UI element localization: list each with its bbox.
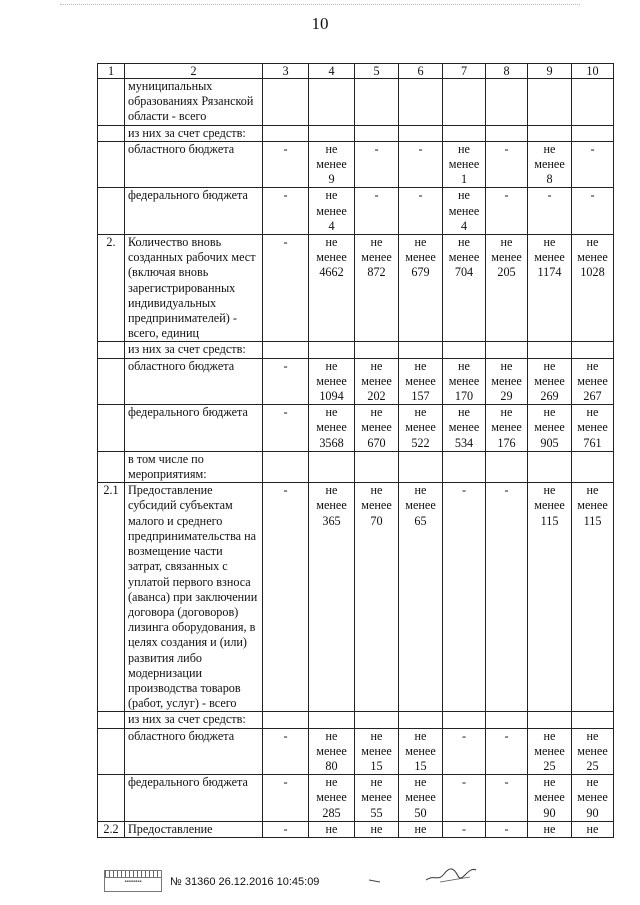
indicator-description-cell: Количество вновь созданных рабочих мест (включая вновь зарегистрированных индивидуальных предпринимателей) - всего, единиц	[125, 235, 263, 342]
column-number-cell: 1	[98, 64, 125, 79]
item-number-cell	[98, 188, 125, 235]
value-cell	[309, 712, 355, 728]
value-cell: не менее 55	[355, 775, 399, 822]
value-cell: -	[263, 405, 309, 452]
value-cell	[572, 712, 614, 728]
value-cell	[486, 712, 528, 728]
value-cell: -	[399, 188, 443, 235]
item-number-cell	[98, 405, 125, 452]
item-number-cell: 2.2	[98, 821, 125, 837]
value-cell: -	[263, 141, 309, 188]
value-cell: не менее 80	[309, 728, 355, 775]
indicator-description-cell: из них за счет средств:	[125, 125, 263, 141]
table-row	[98, 235, 614, 342]
value-cell	[486, 451, 528, 482]
value-cell: не менее 1	[443, 141, 486, 188]
column-number-cell: 3	[263, 64, 309, 79]
value-cell: -	[263, 728, 309, 775]
value-cell: не менее 25	[572, 728, 614, 775]
value-cell	[572, 451, 614, 482]
value-cell: -	[486, 775, 528, 822]
page-top-dotted-line	[60, 4, 580, 5]
value-cell: не менее 269	[528, 358, 572, 405]
value-cell: -	[486, 141, 528, 188]
value-cell: не менее 205	[486, 235, 528, 342]
table-row	[98, 79, 614, 126]
column-number-cell: 10	[572, 64, 614, 79]
value-cell: не менее 8	[528, 141, 572, 188]
table-row	[98, 342, 614, 358]
value-cell: не менее 29	[486, 358, 528, 405]
page-number: 10	[311, 14, 329, 33]
value-cell: не менее 761	[572, 405, 614, 452]
item-number-cell	[98, 451, 125, 482]
value-cell: не менее 1094	[309, 358, 355, 405]
column-number-cell: 8	[486, 64, 528, 79]
column-number-cell: 4	[309, 64, 355, 79]
value-cell: -	[263, 358, 309, 405]
item-number-cell	[98, 141, 125, 188]
value-cell	[263, 79, 309, 126]
value-cell	[263, 451, 309, 482]
value-cell	[309, 125, 355, 141]
value-cell: не менее 679	[399, 235, 443, 342]
value-cell	[309, 79, 355, 126]
value-cell: не менее 90	[572, 775, 614, 822]
value-cell: не менее 267	[572, 358, 614, 405]
value-cell: -	[486, 483, 528, 712]
value-cell: не менее 4	[443, 188, 486, 235]
value-cell	[443, 79, 486, 126]
value-cell: -	[486, 188, 528, 235]
value-cell: -	[528, 188, 572, 235]
value-cell	[355, 79, 399, 126]
value-cell	[486, 342, 528, 358]
table-row	[98, 483, 614, 712]
value-cell: не менее 115	[572, 483, 614, 712]
value-cell	[355, 125, 399, 141]
value-cell: -	[263, 775, 309, 822]
value-cell	[309, 342, 355, 358]
column-number-cell: 2	[125, 64, 263, 79]
value-cell: не менее 670	[355, 405, 399, 452]
value-cell: не менее 872	[355, 235, 399, 342]
item-number-cell	[98, 728, 125, 775]
value-cell	[399, 712, 443, 728]
table-row	[98, 712, 614, 728]
value-cell: не	[355, 821, 399, 837]
value-cell: -	[443, 821, 486, 837]
page-footer	[0, 860, 640, 905]
table-row	[98, 188, 614, 235]
value-cell: не менее 4	[309, 188, 355, 235]
value-cell	[528, 342, 572, 358]
value-cell	[443, 712, 486, 728]
value-cell: не менее 285	[309, 775, 355, 822]
value-cell: -	[443, 483, 486, 712]
value-cell: не менее 905	[528, 405, 572, 452]
value-cell: не менее 70	[355, 483, 399, 712]
value-cell	[572, 125, 614, 141]
value-cell	[486, 79, 528, 126]
registry-stamp-image: ▪▪▪▪▪▪▪▪	[104, 870, 162, 892]
table-row	[98, 821, 614, 837]
value-cell: -	[572, 141, 614, 188]
value-cell: не менее 90	[528, 775, 572, 822]
value-cell: не	[572, 821, 614, 837]
indicator-description-cell: в том числе по мероприятиям:	[125, 451, 263, 482]
value-cell: не менее 65	[399, 483, 443, 712]
value-cell	[528, 79, 572, 126]
value-cell: -	[486, 821, 528, 837]
signature-image	[420, 860, 490, 886]
table-row	[98, 405, 614, 452]
value-cell	[355, 342, 399, 358]
indicator-description-cell: Предоставление	[125, 821, 263, 837]
value-cell: не менее 25	[528, 728, 572, 775]
indicator-description-cell: федерального бюджета	[125, 405, 263, 452]
value-cell	[443, 342, 486, 358]
value-cell: не менее 365	[309, 483, 355, 712]
value-cell	[443, 125, 486, 141]
value-cell: не менее 522	[399, 405, 443, 452]
value-cell: не менее 157	[399, 358, 443, 405]
indicator-description-cell: областного бюджета	[125, 141, 263, 188]
value-cell	[355, 451, 399, 482]
value-cell: не менее 1028	[572, 235, 614, 342]
item-number-cell	[98, 775, 125, 822]
value-cell	[528, 125, 572, 141]
value-cell: не	[399, 821, 443, 837]
column-number-cell: 5	[355, 64, 399, 79]
value-cell: не менее 534	[443, 405, 486, 452]
value-cell	[528, 451, 572, 482]
table-row	[98, 125, 614, 141]
column-number-cell: 6	[399, 64, 443, 79]
value-cell	[263, 712, 309, 728]
value-cell	[263, 125, 309, 141]
value-cell: не менее 176	[486, 405, 528, 452]
value-cell: не менее 115	[528, 483, 572, 712]
value-cell	[399, 79, 443, 126]
column-number-cell: 9	[528, 64, 572, 79]
value-cell: -	[263, 235, 309, 342]
column-number-cell: 7	[443, 64, 486, 79]
value-cell	[263, 342, 309, 358]
value-cell: не менее 170	[443, 358, 486, 405]
indicator-description-cell: федерального бюджета	[125, 775, 263, 822]
table-row	[98, 358, 614, 405]
indicator-description-cell: Предоставление субсидий субъектам малого и среднего предпринимательства на возмещение части затрат, связанных с уплатой первого взноса (аванса) при заключении договора (договоров) лизинга оборудования, в целях создания и (или) развития либо модернизации производства товаров (работ, услуг) - всего	[125, 483, 263, 712]
value-cell: не менее 9	[309, 141, 355, 188]
value-cell: не менее 15	[355, 728, 399, 775]
item-number-cell	[98, 342, 125, 358]
item-number-cell	[98, 125, 125, 141]
value-cell	[399, 125, 443, 141]
indicator-description-cell: областного бюджета	[125, 358, 263, 405]
value-cell	[399, 451, 443, 482]
item-number-cell: 2.	[98, 235, 125, 342]
item-number-cell	[98, 712, 125, 728]
value-cell: не	[528, 821, 572, 837]
value-cell: -	[443, 728, 486, 775]
registration-line: № 31360 26.12.2016 10:45:09	[170, 876, 320, 888]
dash-mark	[368, 878, 382, 884]
indicator-description-cell: из них за счет средств:	[125, 712, 263, 728]
value-cell: -	[399, 141, 443, 188]
indicator-description-cell: областного бюджета	[125, 728, 263, 775]
value-cell: не	[309, 821, 355, 837]
value-cell: -	[263, 483, 309, 712]
value-cell	[572, 342, 614, 358]
value-cell: -	[355, 141, 399, 188]
value-cell: не менее 4662	[309, 235, 355, 342]
table-row	[98, 775, 614, 822]
indicator-table	[97, 63, 614, 838]
value-cell	[528, 712, 572, 728]
value-cell: -	[263, 821, 309, 837]
value-cell	[572, 79, 614, 126]
value-cell: не менее 3568	[309, 405, 355, 452]
item-number-cell: 2.1	[98, 483, 125, 712]
indicator-description-cell: муниципальных образованиях Рязанской области - всего	[125, 79, 263, 126]
value-cell: -	[486, 728, 528, 775]
value-cell: -	[355, 188, 399, 235]
item-number-cell	[98, 79, 125, 126]
value-cell: не менее 704	[443, 235, 486, 342]
item-number-cell	[98, 358, 125, 405]
value-cell	[486, 125, 528, 141]
value-cell: -	[263, 188, 309, 235]
value-cell	[399, 342, 443, 358]
value-cell: не менее 202	[355, 358, 399, 405]
value-cell: не менее 50	[399, 775, 443, 822]
value-cell: не менее 1174	[528, 235, 572, 342]
indicator-description-cell: из них за счет средств:	[125, 342, 263, 358]
table-row	[98, 728, 614, 775]
value-cell	[309, 451, 355, 482]
value-cell: не менее 15	[399, 728, 443, 775]
table-header-row	[98, 64, 614, 79]
table-row	[98, 451, 614, 482]
value-cell	[355, 712, 399, 728]
indicator-description-cell: федерального бюджета	[125, 188, 263, 235]
value-cell	[443, 451, 486, 482]
table-row	[98, 141, 614, 188]
value-cell: -	[443, 775, 486, 822]
value-cell: -	[572, 188, 614, 235]
